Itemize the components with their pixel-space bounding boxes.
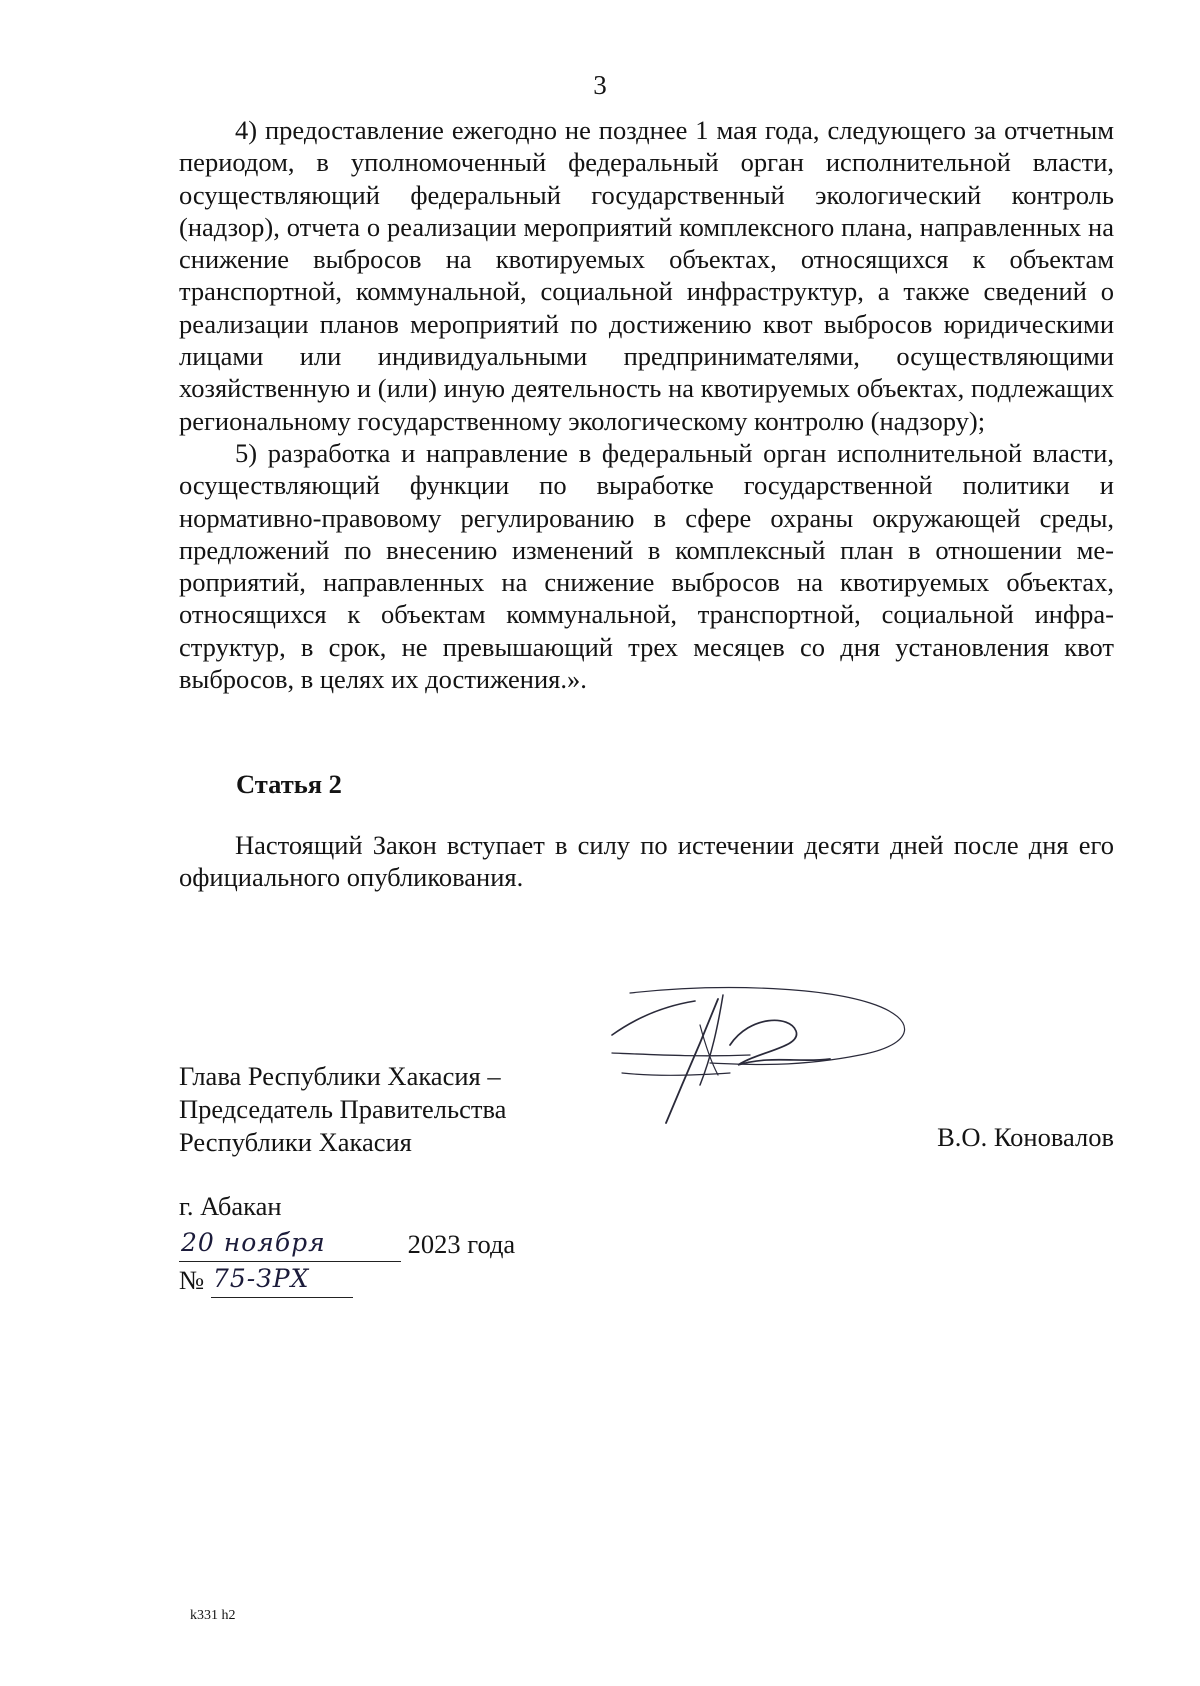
footer-code: k331 h2 bbox=[190, 1608, 236, 1623]
signer-name: В.О. Коновалов bbox=[937, 1122, 1114, 1152]
article-paragraph: Настоящий Закон вступает в силу по истечении десяти дней после дня его официального опубликования. bbox=[179, 830, 1114, 893]
handwritten-signature-icon bbox=[600, 985, 930, 1145]
article-heading: Статья 2 bbox=[236, 769, 342, 799]
article-text bbox=[179, 829, 1114, 894]
signatory-title-line-1: Глава Республики Хакасия – bbox=[179, 1061, 501, 1091]
signatory-title-line-2: Председатель Правительства bbox=[179, 1094, 507, 1124]
number-underline bbox=[211, 1260, 353, 1298]
city-line: г. Абакан bbox=[179, 1191, 282, 1221]
handwritten-date: 20 ноября bbox=[181, 1228, 326, 1257]
signatory-title bbox=[179, 1060, 506, 1159]
date-underline bbox=[179, 1224, 401, 1262]
year-text: 2023 года bbox=[407, 1229, 516, 1259]
body-text bbox=[179, 114, 1114, 695]
page-number: 3 bbox=[593, 70, 607, 100]
number-sign: № bbox=[179, 1265, 205, 1295]
place-date-block bbox=[179, 1188, 515, 1296]
signatory-title-line-3: Республики Хакасия bbox=[179, 1127, 412, 1157]
handwritten-number: 75-ЗРХ bbox=[212, 1264, 310, 1293]
paragraph-item-4: 4) предоставление ежегодно не позднее 1 мая года, следующего за отчетным периодом, в уполномоченный федеральный орган исполнительной власти, осуществляющий федеральный государственный экологический контроль (надзор), отчета о реализации мероприятий комплексного плана, направленных на снижение выбросов на квотируемых объектах, относящихся к объектам транспортной, коммунальной, социальной инфраструктур, а также сведений о реализации планов мероприятий по достижению квот выбросов юридическими лицами или индивидуальными предпринимателями, осуществляющими хозяйственную и (или) иную деятельность на квотируемых объектах, подлежащих региональному государственному экологическому контролю (надзору); bbox=[179, 115, 1114, 436]
paragraph-item-5: 5) разработка и направление в федеральный орган исполнительной власти, осуществляющий функции по выработке государственной политики и нормативно-правовому регулированию в сфере охраны окружающей среды, предложений по внесению изменений в комплексный план в отношении мероприятий, направленных на снижение выбросов на квотируемых объектах, относящихся к объектам коммунальной, транспортной, социальной инфраструктур, в срок, не превышающий трех месяцев со дня установления квот выбросов, в целях их достижения.». bbox=[179, 437, 1114, 695]
number-line bbox=[179, 1260, 515, 1296]
date-line bbox=[179, 1224, 515, 1260]
